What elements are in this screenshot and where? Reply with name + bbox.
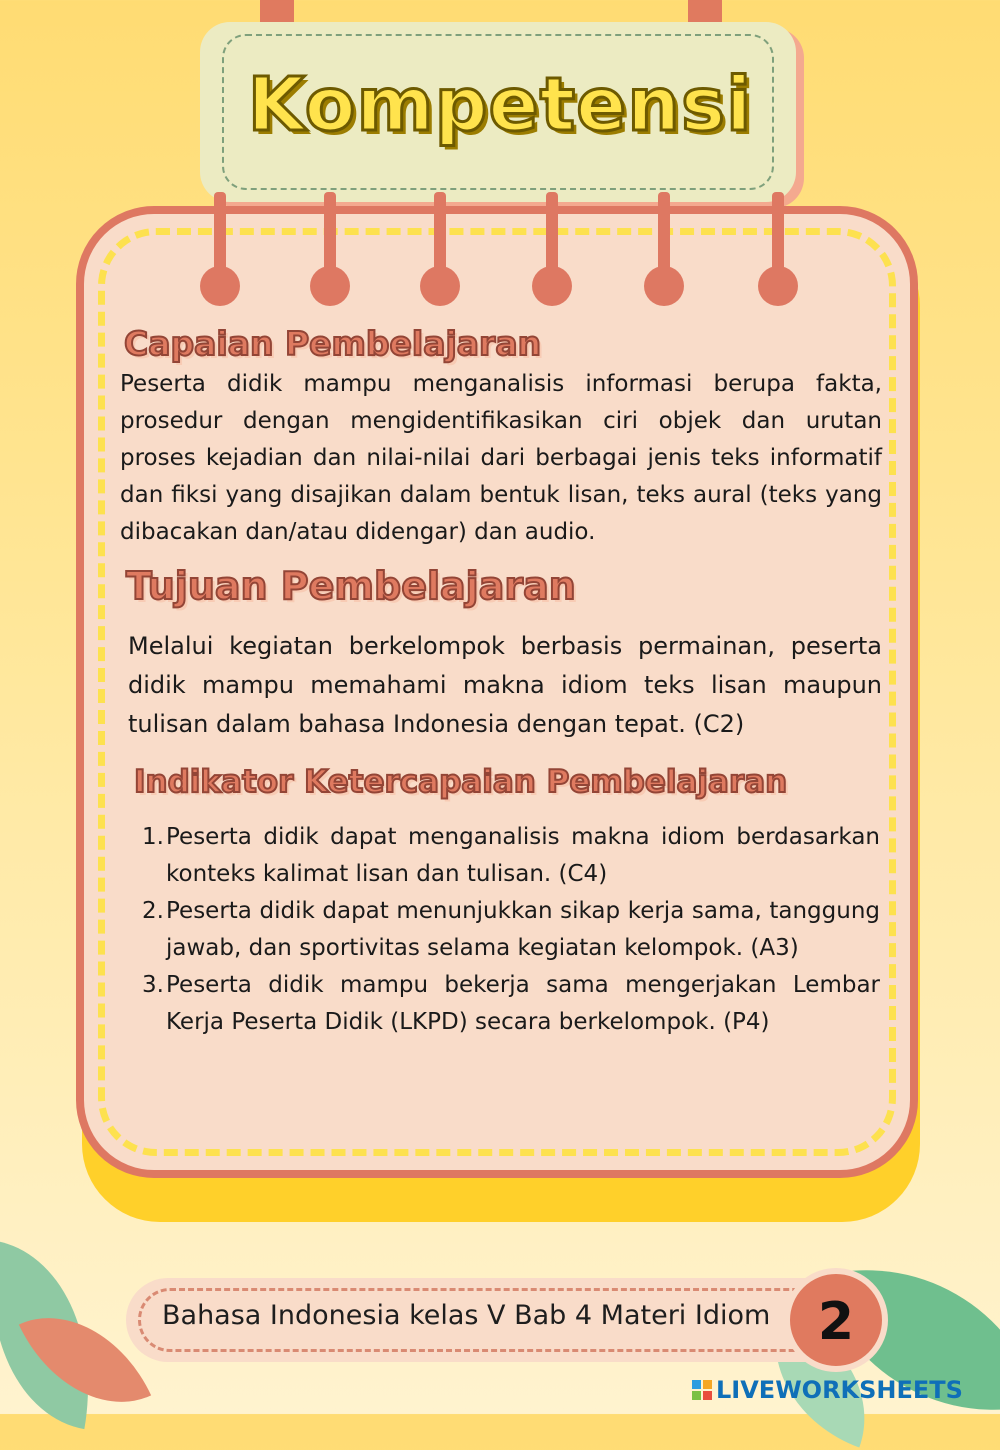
- page-number-badge: [784, 1268, 888, 1372]
- indicator-text: Peserta didik dapat menunjukkan sikap kerja sama, tanggung jawab, dan sportivitas selama kegiatan kelompok. (A3): [166, 898, 880, 961]
- indicator-number: 1.: [142, 824, 164, 850]
- footer-subject-label: Bahasa Indonesia kelas V Bab 4 Materi Idiom: [162, 1300, 771, 1331]
- heading-capaian-pembelajaran: Capaian Pembelajaran: [124, 324, 542, 363]
- binder-ring-dot-6: [758, 266, 798, 306]
- binder-ring-dot-1: [200, 266, 240, 306]
- indicator-number: 2.: [142, 898, 164, 924]
- watermark: LIVEWORKSHEETS: [716, 1376, 963, 1404]
- page-number: 2: [817, 1292, 855, 1352]
- binder-ring-dot-3: [420, 266, 460, 306]
- indicator-item: [130, 967, 880, 1041]
- binder-ring-dot-4: [532, 266, 572, 306]
- indicator-number: 3.: [142, 972, 164, 998]
- indicator-item: [130, 819, 880, 893]
- indicator-text: Peserta didik mampu bekerja sama mengerjakan Lembar Kerja Peserta Didik (LKPD) secara berkelompok. (P4): [166, 972, 880, 1035]
- indicator-item: [130, 893, 880, 967]
- heading-tujuan-pembelajaran: Tujuan Pembelajaran: [126, 564, 576, 608]
- binder-ring-dot-5: [644, 266, 684, 306]
- liveworksheets-logo-icon: [692, 1380, 712, 1400]
- text-tujuan-pembelajaran: Melalui kegiatan berkelompok berbasis permainan, peserta didik mampu memahami makna idiom teks lisan maupun tulisan dalam bahasa Indonesia dengan tepat. (C2): [128, 632, 882, 738]
- binder-ring-dot-2: [310, 266, 350, 306]
- heading-indikator-ketercapaian: Indikator Ketercapaian Pembelajaran: [134, 764, 788, 800]
- indicator-list: [130, 819, 880, 1041]
- indicator-text: Peserta didik dapat menganalisis makna idiom berdasarkan konteks kalimat lisan dan tulisan. (C4): [166, 824, 880, 887]
- page-title: Kompetensi: [247, 62, 753, 148]
- text-capaian-pembelajaran: Peserta didik mampu menganalisis informasi berupa fakta, prosedur dengan mengidentifikasikan ciri objek dan urutan proses kejadian dan nilai-nilai dari berbagai jenis teks informatif dan fiksi yang disajikan dalam bentuk lisan, teks aural (teks yang dibacakan dan/atau didengar) dan audio.: [120, 371, 882, 545]
